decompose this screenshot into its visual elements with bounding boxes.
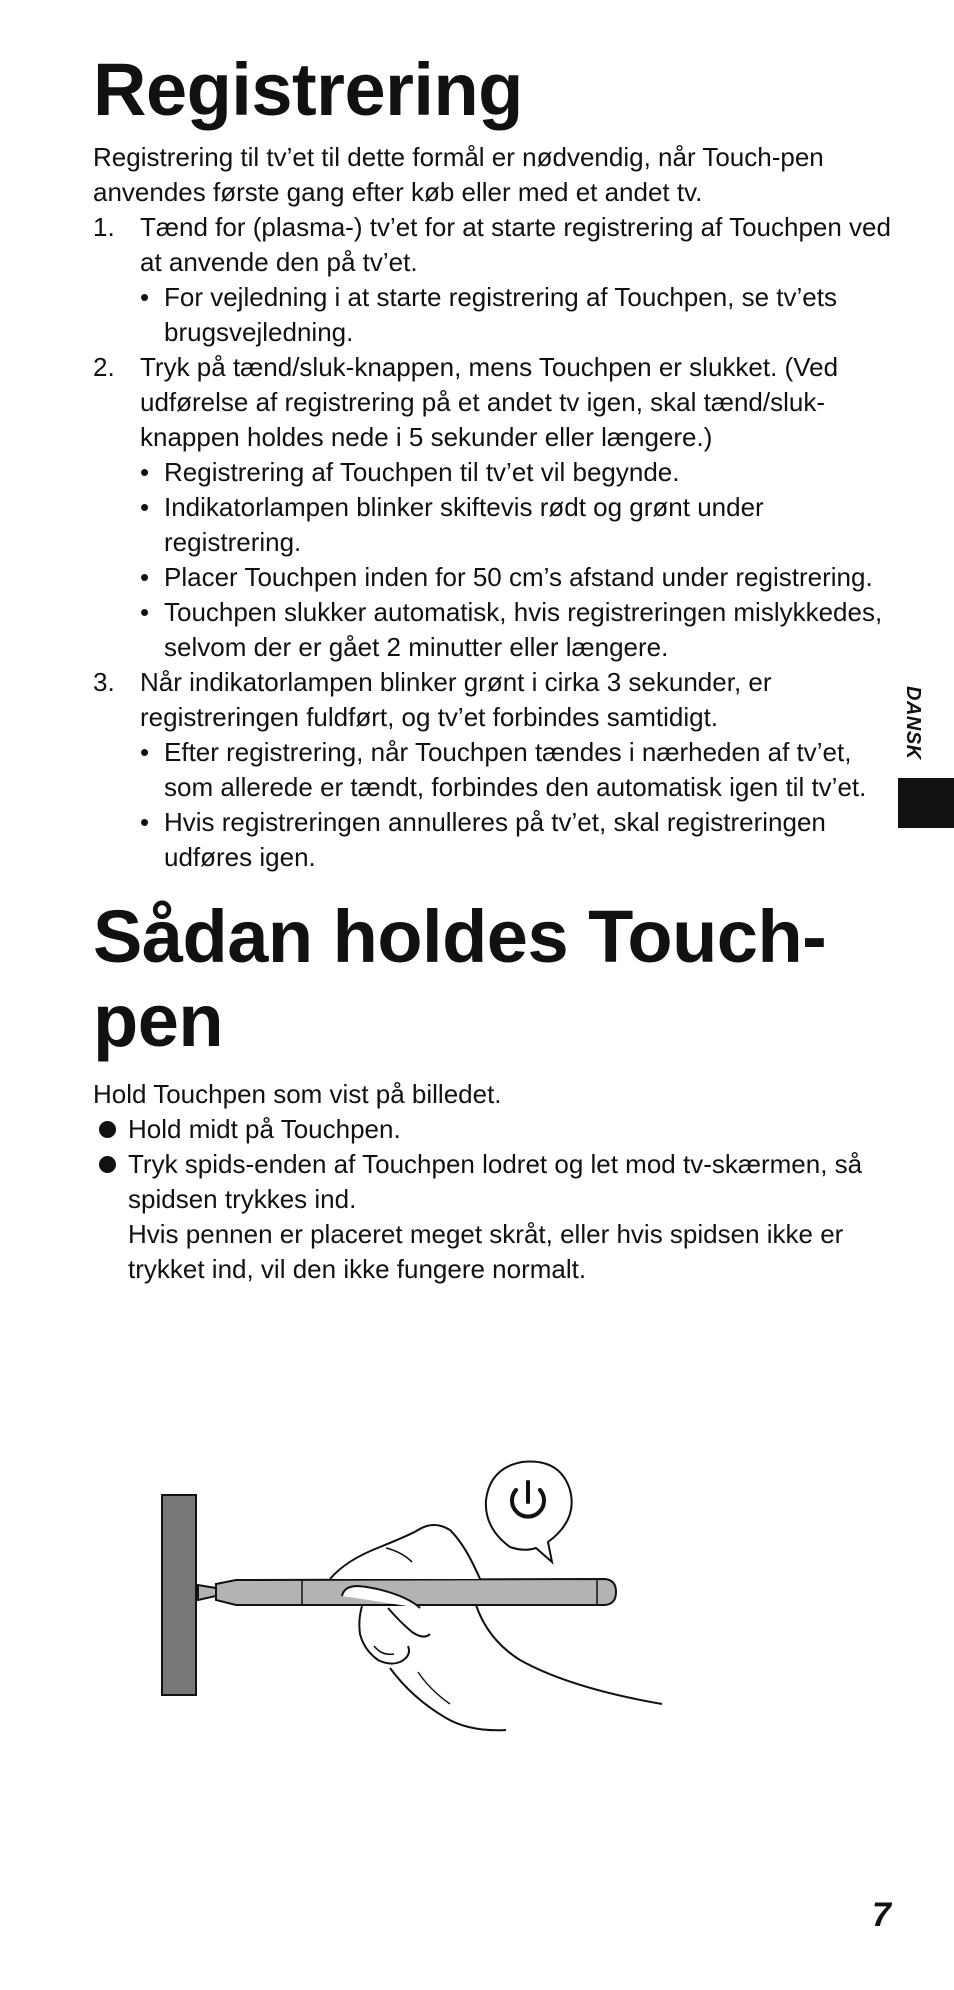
hold-instructions <box>93 1112 893 1287</box>
palm-line <box>476 1605 662 1704</box>
finger <box>388 1608 430 1637</box>
wrist-line <box>390 1668 506 1730</box>
step-item <box>93 665 893 875</box>
sub-bullet-item <box>140 455 893 490</box>
bullet-glyph: • <box>140 492 150 522</box>
step-number: 3. <box>93 667 115 697</box>
sub-bullet-item <box>140 280 893 350</box>
step-sub-bullets <box>140 280 893 350</box>
step-item <box>93 350 893 665</box>
step-item <box>93 210 893 350</box>
registrering-intro: Registrering til tv’et til dette formål er nødvendig, når Touch-pen anvendes første gang efter køb eller med et andet tv. <box>93 142 824 207</box>
registration-steps <box>93 210 893 875</box>
step-number: 1. <box>93 212 115 242</box>
sub-bullet-text: For vejledning i at starte registrering af Touchpen, se tv’ets brugsvejledning. <box>164 282 837 347</box>
step-text: Når indikatorlampen blinker grønt i cirka 3 sekunder, er registreringen fuldført, og tv’et forbindes samtidigt. <box>140 667 772 732</box>
sub-bullet-text: Efter registrering, når Touchpen tændes i nærheden af tv’et, som allerede er tændt, forbindes den automatisk igen til tv’et. <box>164 737 867 802</box>
hold-item <box>93 1147 893 1287</box>
sub-bullet-text: Placer Touchpen inden for 50 cm’s afstand under registrering. <box>164 562 873 592</box>
sub-bullet-item <box>140 595 893 665</box>
step-sub-bullets <box>140 735 893 875</box>
section-title-registrering: Registrering <box>93 48 523 131</box>
pen-body <box>216 1579 616 1605</box>
step-text: Tryk på tænd/sluk-knappen, mens Touchpen er slukket. (Ved udførelse af registrering på et andet tv igen, skal tænd/sluk-knappen holdes nede i 5 sekunder eller længere.) <box>140 352 839 452</box>
step-sub-bullets <box>140 455 893 665</box>
sub-bullet-item <box>140 735 893 805</box>
hold-item-text: Hold midt på Touchpen. <box>128 1114 401 1144</box>
finger <box>359 1606 409 1664</box>
sub-bullet-text: Indikatorlampen blinker skiftevis rødt og grønt under registrering. <box>164 492 764 557</box>
sub-bullet-text: Touchpen slukker automatisk, hvis registreringen mislykkedes, selvom der er gået 2 minutter eller længere. <box>164 597 883 662</box>
sub-bullet-item <box>140 490 893 560</box>
language-tab-marker <box>898 778 954 828</box>
bullet-dot <box>99 1156 116 1173</box>
bullet-glyph: • <box>140 597 150 627</box>
bullet-glyph: • <box>140 562 150 592</box>
bullet-glyph: • <box>140 807 150 837</box>
sub-bullet-text: Registrering af Touchpen til tv’et vil begynde. <box>164 457 680 487</box>
bullet-glyph: • <box>140 457 150 487</box>
sub-bullet-item <box>140 805 893 875</box>
hold-item-text: Tryk spids-enden af Touchpen lodret og let mod tv-skærmen, så spidsen trykkes ind. <box>128 1149 863 1214</box>
tv-screen <box>162 1495 196 1695</box>
bullet-glyph: • <box>140 737 150 767</box>
callout-bubble <box>486 1462 572 1562</box>
hand-outline <box>330 1525 480 1579</box>
language-tab-label <box>898 686 928 786</box>
section-title-hold-touchpen: Sådan holdes Touch-pen <box>93 895 827 1062</box>
sub-bullet-item <box>140 560 893 595</box>
page-number: 7 <box>872 1896 891 1934</box>
step-number: 2. <box>93 352 115 382</box>
page-content <box>93 48 893 1287</box>
sub-bullet-text: Hvis registreringen annulleres på tv’et, skal registreringen udføres igen. <box>164 807 826 872</box>
hold-intro: Hold Touchpen som vist på billedet. <box>93 1079 502 1109</box>
bullet-dot <box>99 1121 116 1138</box>
hold-item <box>93 1112 893 1147</box>
bullet-glyph: • <box>140 282 150 312</box>
step-text: Tænd for (plasma-) tv’et for at starte registrering af Touchpen ved at anvende den på tv’et. <box>140 212 891 277</box>
palm-crease <box>418 1672 450 1704</box>
hold-item-note: Hvis pennen er placeret meget skråt, eller hvis spidsen ikke er trykket ind, vil den ikke fungere normalt. <box>128 1219 844 1284</box>
pen-tip <box>198 1585 216 1600</box>
touchpen-hold-illustration <box>150 1450 680 1750</box>
language-tab-text: DANSK <box>902 686 924 760</box>
